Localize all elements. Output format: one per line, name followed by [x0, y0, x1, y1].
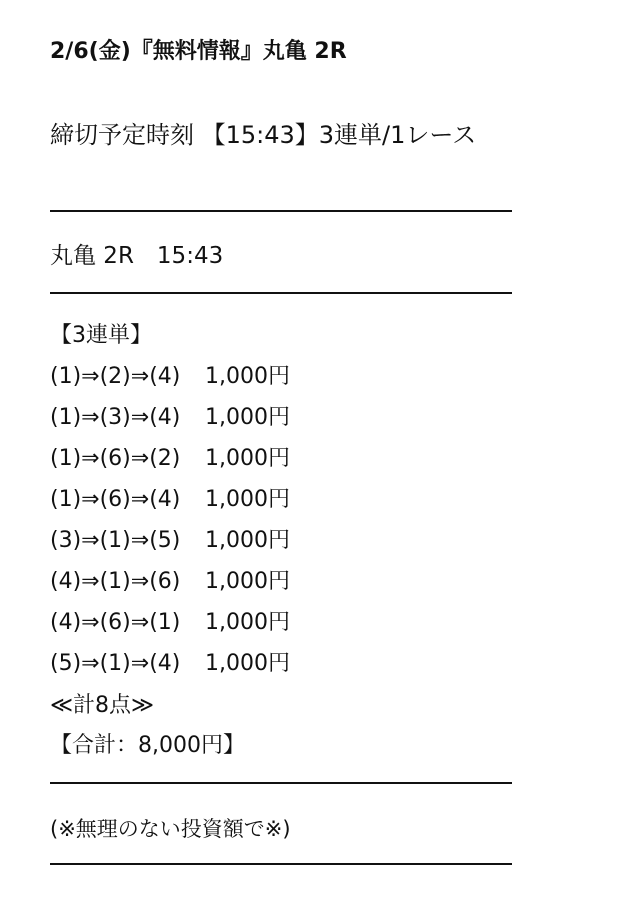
bet-type-label: 【3連単】 [50, 323, 152, 348]
disclaimer-note: (※無理のない投資額で※) [50, 817, 291, 841]
bet-combination: (1)⇒(3)⇒(4) [50, 405, 181, 430]
bet-row [50, 440, 290, 481]
bet-count: ≪計8点≫ [50, 693, 155, 718]
divider [50, 782, 512, 784]
bet-total: 【合計：8,000円】 [50, 733, 245, 758]
divider [50, 292, 512, 294]
page-title: 2/6(金)『無料情報』丸亀 2R [50, 39, 347, 64]
bet-amount: 1,000円 [205, 651, 290, 676]
bet-amount: 1,000円 [205, 528, 290, 553]
bet-combination: (4)⇒(1)⇒(6) [50, 569, 181, 594]
bet-amount: 1,000円 [205, 610, 290, 635]
bet-row [50, 358, 290, 399]
bet-amount: 1,000円 [205, 487, 290, 512]
race-info: 丸亀 2R 15:43 [50, 243, 224, 269]
bet-row [50, 522, 290, 563]
bet-row [50, 645, 290, 686]
bet-amount: 1,000円 [205, 446, 290, 471]
divider [50, 210, 512, 212]
bet-combination: (1)⇒(2)⇒(4) [50, 364, 181, 389]
bet-amount: 1,000円 [205, 569, 290, 594]
bet-row [50, 604, 290, 645]
bet-row [50, 481, 290, 522]
bet-combination: (4)⇒(6)⇒(1) [50, 610, 181, 635]
bet-combination: (1)⇒(6)⇒(2) [50, 446, 181, 471]
bet-amount: 1,000円 [205, 364, 290, 389]
bet-combination: (1)⇒(6)⇒(4) [50, 487, 181, 512]
bet-amount: 1,000円 [205, 405, 290, 430]
bet-row [50, 563, 290, 604]
bet-combination: (3)⇒(1)⇒(5) [50, 528, 181, 553]
bet-list [50, 358, 290, 686]
bet-row [50, 399, 290, 440]
deadline-text: 締切予定時刻 【15:43】3連単/1レース [50, 121, 477, 149]
bet-combination: (5)⇒(1)⇒(4) [50, 651, 181, 676]
divider [50, 863, 512, 865]
